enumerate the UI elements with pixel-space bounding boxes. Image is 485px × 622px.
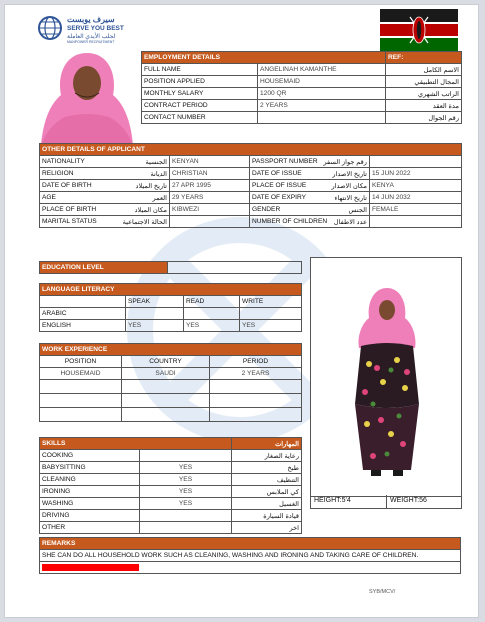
- field-label-cell: [40, 216, 170, 228]
- skill-name: BABYSITTING: [40, 462, 140, 474]
- skill-value: [140, 450, 232, 462]
- column-header: WRITE: [240, 296, 302, 308]
- table-row: [40, 510, 302, 522]
- company-logo: [37, 15, 137, 45]
- field-label-cell: [250, 204, 370, 216]
- weight-value: WEIGHT:56: [390, 497, 427, 504]
- skills-header: SKILLS: [40, 438, 232, 450]
- table-row: [40, 180, 462, 192]
- field-label-cell: [250, 180, 370, 192]
- skill-value: YES: [140, 474, 232, 486]
- remarks-table: [39, 537, 461, 574]
- employment-details-header: EMPLOYMENT DETAILS: [142, 52, 386, 64]
- field-label-arabic: الديانة: [150, 170, 167, 178]
- table-row: [40, 216, 462, 228]
- field-label: PLACE OF BIRTH: [42, 205, 97, 213]
- column-header: COUNTRY: [122, 356, 210, 368]
- field-label-arabic: عدد الاطفال: [333, 218, 367, 226]
- height-value: HEIGHT:5'4: [314, 497, 351, 504]
- skill-name-arabic: الغسيل: [232, 498, 302, 510]
- field-label: DATE OF BIRTH: [42, 181, 92, 189]
- field-label-cell: [40, 168, 170, 180]
- education-table: [39, 261, 302, 274]
- work-position: [40, 380, 122, 394]
- work-position: HOUSEMAID: [40, 368, 122, 380]
- field-label-arabic: الحالة الاجتماعية: [122, 218, 167, 226]
- table-row: [142, 76, 462, 88]
- table-row: [40, 498, 302, 510]
- language-header: LANGUAGE LITERACY: [40, 284, 302, 296]
- write-value: YES: [240, 320, 302, 332]
- column-header: PERIOD: [210, 356, 302, 368]
- logo-arabic-sub: لجلب الأيدي العاملة: [67, 34, 116, 40]
- field-label-arabic: مكان الاصدار: [331, 182, 367, 190]
- field-label-arabic: تاريخ الاصدار: [332, 170, 367, 178]
- skill-value: YES: [140, 498, 232, 510]
- work-period: 2 YEARS: [210, 368, 302, 380]
- field-value: CHRISTIAN: [170, 168, 250, 180]
- field-label-arabic: تاريخ الانتهاء: [334, 194, 367, 202]
- speak-value: [126, 308, 184, 320]
- logo-tagline: MANPOWER RECRUITMENT: [67, 40, 115, 44]
- field-label-arabic: مكان الميلاد: [134, 206, 167, 214]
- field-value: 15 JUN 2022: [370, 168, 462, 180]
- row-label-arabic: مدة العقد: [386, 100, 462, 112]
- table-row: [40, 308, 302, 320]
- work-period: [210, 408, 302, 422]
- column-header: SPEAK: [126, 296, 184, 308]
- field-value: [170, 216, 250, 228]
- field-value: [370, 156, 462, 168]
- skill-name-arabic: رعاية الصغار: [232, 450, 302, 462]
- table-row: [40, 204, 462, 216]
- work-period: [210, 394, 302, 408]
- skills-table: [39, 437, 302, 534]
- other-details-header: OTHER DETAILS OF APPLICANT: [40, 144, 462, 156]
- table-row: [40, 522, 302, 534]
- work-experience-table: [39, 343, 302, 422]
- skill-name-arabic: اخر: [232, 522, 302, 534]
- read-value: [184, 308, 240, 320]
- logo-arabic-name: سيرف يوبست: [67, 15, 115, 24]
- field-label-cell: [250, 216, 370, 228]
- language-table: [39, 283, 302, 332]
- table-row: [142, 112, 462, 124]
- table-row: [40, 320, 302, 332]
- table-header-row: [40, 296, 302, 308]
- education-header: EDUCATION LEVEL: [40, 262, 168, 274]
- column-header: POSITION: [40, 356, 122, 368]
- field-label: DATE OF EXPIRY: [252, 193, 306, 201]
- work-country: [122, 408, 210, 422]
- remarks-line-2: SHE CAN COOK ARABIC FOOD: [42, 564, 140, 571]
- field-label-cell: [250, 156, 370, 168]
- table-row: [40, 368, 302, 380]
- skill-name: CLEANING: [40, 474, 140, 486]
- row-value: HOUSEMAID: [258, 76, 386, 88]
- table-row: [40, 408, 302, 422]
- row-value: 1200 QR: [258, 88, 386, 100]
- remarks-line-1: SHE CAN DO ALL HOUSEHOLD WORK SUCH AS CLEANING, WASHING AND IRONING AND TAKING CARE OF CHILDREN.: [40, 550, 461, 562]
- skill-name-arabic: كي الملابس: [232, 486, 302, 498]
- ref-label: REF:: [386, 52, 462, 64]
- skill-value: [140, 522, 232, 534]
- row-label: CONTACT NUMBER: [142, 112, 258, 124]
- cv-page: [4, 4, 479, 618]
- row-value: ANGELINAH KAMANTHE: [258, 64, 386, 76]
- table-header-row: [40, 356, 302, 368]
- remarks-line-2-cell: [40, 562, 461, 574]
- row-label: FULL NAME: [142, 64, 258, 76]
- field-label-arabic: رقم جواز السفر: [323, 158, 367, 166]
- education-value: [168, 262, 302, 274]
- skills-header-arabic: المهارات: [232, 438, 302, 450]
- table-row: [40, 192, 462, 204]
- field-value: KIBWEZI: [170, 204, 250, 216]
- table-row: [40, 168, 462, 180]
- skill-value: [140, 510, 232, 522]
- skill-name-arabic: التنظيف: [232, 474, 302, 486]
- work-country: [122, 394, 210, 408]
- field-label-arabic: تاريخ الميلاد: [135, 182, 167, 190]
- skill-name: IRONING: [40, 486, 140, 498]
- table-row: [40, 156, 462, 168]
- field-value: KENYAN: [170, 156, 250, 168]
- row-label-arabic: رقم الجوال: [386, 112, 462, 124]
- table-row: [40, 486, 302, 498]
- read-value: YES: [184, 320, 240, 332]
- skill-value: YES: [140, 486, 232, 498]
- remarks-header: REMARKS: [40, 538, 461, 550]
- row-label-arabic: الراتب الشهري: [386, 88, 462, 100]
- work-experience-header: WORK EXPERIENCE: [40, 344, 302, 356]
- field-label: PLACE OF ISSUE: [252, 181, 307, 189]
- column-header-empty: [40, 296, 126, 308]
- field-value: [370, 216, 462, 228]
- field-value: KENYA: [370, 180, 462, 192]
- work-period: [210, 380, 302, 394]
- field-label: RELIGION: [42, 169, 74, 177]
- full-body-figure: [347, 284, 427, 484]
- field-label-cell: [250, 168, 370, 180]
- footer-reference: SYB/MCV/: [369, 589, 396, 595]
- language-name: ENGLISH: [40, 320, 126, 332]
- row-label: MONTHLY SALARY: [142, 88, 258, 100]
- table-row: [142, 100, 462, 112]
- row-label: CONTRACT PERIOD: [142, 100, 258, 112]
- table-row: [40, 380, 302, 394]
- field-label-arabic: الجنسية: [145, 158, 167, 166]
- table-row: [142, 88, 462, 100]
- skill-name: OTHER: [40, 522, 140, 534]
- skill-name-arabic: طبخ: [232, 462, 302, 474]
- skill-name: WASHING: [40, 498, 140, 510]
- logo-english-name: SERVE YOU BEST: [67, 25, 124, 32]
- employment-details-table: [141, 51, 462, 124]
- field-label: AGE: [42, 193, 56, 201]
- row-value: [258, 112, 386, 124]
- work-country: SAUDI: [122, 368, 210, 380]
- table-row: [40, 394, 302, 408]
- work-position: [40, 394, 122, 408]
- other-details-table: [39, 143, 462, 228]
- applicant-full-body-photo: [310, 257, 462, 497]
- field-label-cell: [250, 192, 370, 204]
- field-label-arabic: الجنس: [348, 206, 367, 214]
- skill-name-arabic: قيادة السيارة: [232, 510, 302, 522]
- globe-logo-icon: [37, 15, 63, 41]
- write-value: [240, 308, 302, 320]
- kenya-flag-icon: [380, 9, 458, 51]
- field-label: MARITAL STATUS: [42, 217, 97, 225]
- row-label-arabic: المجال التطبيقي: [386, 76, 462, 88]
- skill-name: DRIVING: [40, 510, 140, 522]
- work-country: [122, 380, 210, 394]
- skill-name: COOKING: [40, 450, 140, 462]
- table-row: [40, 450, 302, 462]
- row-label: POSITION APPLIED: [142, 76, 258, 88]
- field-value: 14 JUN 2032: [370, 192, 462, 204]
- field-value: 29 YEARS: [170, 192, 250, 204]
- field-label: GENDER: [252, 205, 281, 213]
- field-label-cell: [40, 192, 170, 204]
- row-label-arabic: الاسم الكامل: [386, 64, 462, 76]
- field-label-cell: [40, 204, 170, 216]
- field-label-cell: [40, 156, 170, 168]
- table-row: [40, 474, 302, 486]
- field-label: NATIONALITY: [42, 157, 85, 165]
- table-row: [40, 462, 302, 474]
- field-value: FEMALE: [370, 204, 462, 216]
- field-label-arabic: العمر: [152, 194, 167, 202]
- skill-value: YES: [140, 462, 232, 474]
- field-label: DATE OF ISSUE: [252, 169, 302, 177]
- work-position: [40, 408, 122, 422]
- field-label-cell: [40, 180, 170, 192]
- field-label: PASSPORT NUMBER: [252, 157, 318, 165]
- height-weight-divider: [386, 495, 387, 509]
- field-value: 27 APR 1995: [170, 180, 250, 192]
- language-name: ARABIC: [40, 308, 126, 320]
- column-header: READ: [184, 296, 240, 308]
- field-label: NUMBER OF CHILDREN: [252, 217, 328, 225]
- applicant-portrait-photo: [35, 45, 139, 145]
- table-row: [142, 64, 462, 76]
- row-value: 2 YEARS: [258, 100, 386, 112]
- speak-value: YES: [126, 320, 184, 332]
